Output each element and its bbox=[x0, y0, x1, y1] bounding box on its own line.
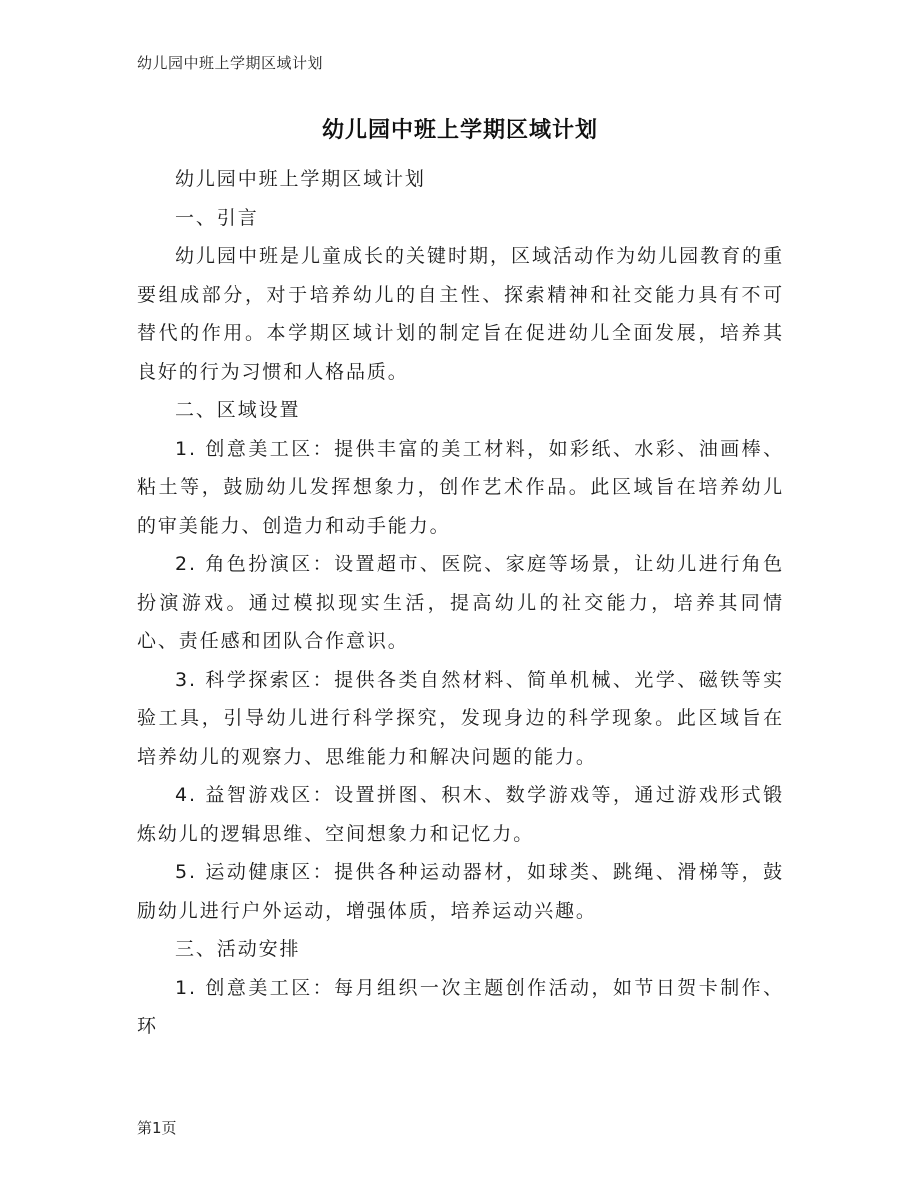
paragraph-subtitle: 幼儿园中班上学期区域计划 bbox=[175, 168, 426, 190]
paragraph-puzzle-area: 4. 益智游戏区：设置拼图、积木、数学游戏等，通过游戏形式锻炼幼儿的逻辑思维、空间想象力和记忆力。 bbox=[137, 784, 784, 845]
paragraph-art-activity: 1. 创意美工区：每月组织一次主题创作活动，如节日贺卡制作、环 bbox=[137, 976, 784, 1037]
heading-activity-schedule: 三、活动安排 bbox=[175, 938, 301, 960]
paragraph-role-play-area: 2. 角色扮演区：设置超市、医院、家庭等场景，让幼儿进行角色扮演游戏。通过模拟现实生活，提高幼儿的社交能力，培养其同情心、责任感和团队合作意识。 bbox=[137, 553, 784, 652]
page-number: 第1页 bbox=[137, 1119, 177, 1137]
document-title: 幼儿园中班上学期区域计划 bbox=[321, 118, 598, 143]
paragraph-introduction: 幼儿园中班是儿童成长的关键时期，区域活动作为幼儿园教育的重要组成部分，对于培养幼儿的自主性、探索精神和社交能力具有不可替代的作用。本学期区域计划的制定旨在促进幼儿全面发展，培养其良好的行为习惯和人格品质。 bbox=[137, 245, 784, 383]
paragraph-sports-area: 5. 运动健康区：提供各种运动器材，如球类、跳绳、滑梯等，鼓励幼儿进行户外运动，增强体质，培养运动兴趣。 bbox=[137, 861, 784, 922]
heading-area-setup: 二、区域设置 bbox=[175, 399, 301, 421]
document-body bbox=[137, 160, 784, 1046]
running-header: 幼儿园中班上学期区域计划 bbox=[137, 54, 324, 72]
paragraph-science-area: 3. 科学探索区：提供各类自然材料、简单机械、光学、磁铁等实验工具，引导幼儿进行科学探究，发现身边的科学现象。此区域旨在培养幼儿的观察力、思维能力和解决问题的能力。 bbox=[137, 668, 784, 768]
paragraph-art-area: 1. 创意美工区：提供丰富的美工材料，如彩纸、水彩、油画棒、粘土等，鼓励幼儿发挥想象力，创作艺术作品。此区域旨在培养幼儿的审美能力、创造力和动手能力。 bbox=[137, 437, 784, 537]
heading-introduction: 一、引言 bbox=[175, 206, 259, 229]
